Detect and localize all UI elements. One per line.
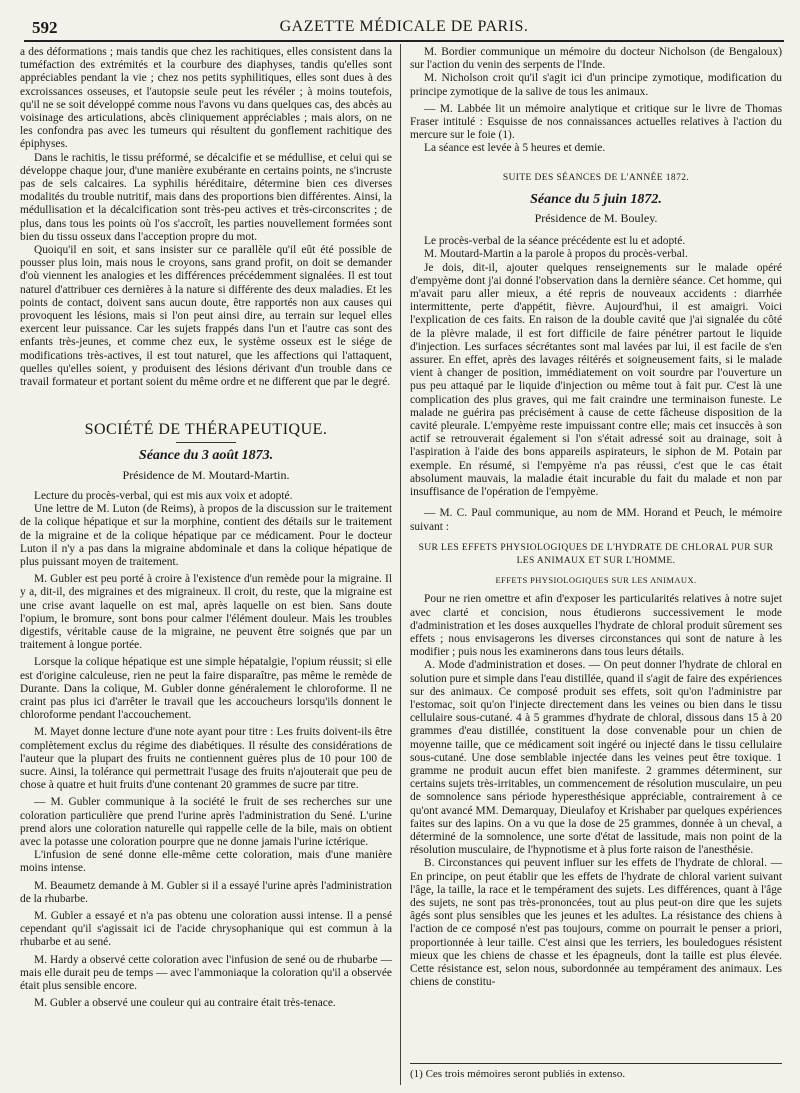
paragraph: Une lettre de M. Luton (de Reims), à propos de la discussion sur le traitement de la colique hépatique et sur la morphine, contient des détails sur le traitement de la migraine et de la colique hépatique par ce médicament. Pour le docteur Luton il n'y a pas dans la migraine abdominale et dans la colique hépatique de plus puissant moyen de traitement. (20, 503, 392, 568)
paragraph: — M. Gubler communique à la société le fruit de ses recherches sur une coloration particulière que prend l'urine après l'administration du Sené. L'urine prend alors une coloration naturelle qui rappelle celle de la bile, mais on obtient avec la potasse une coloration pourpre que ne donne jamais l'urine ictérique. (20, 796, 392, 848)
paragraph: A. Mode d'administration et doses. — On peut donner l'hydrate de chloral en solution pure et simple dans l'eau distillée, quand il s'agit de faire des expériences sur des animaux. Ce composé produit ses effets, soit qu'on l'administre par l'estomac, soit qu'on l'injecte directement dans les veines ou bien dans le tissu cellulaire sous-cutané. 4 à 5 grammes d'hydrate de chloral, dissous dans 15 à 20 grammes d'eau distillée, constituent la dose convenable pour un chien de moyenne taille, que ce médicament soit ingéré ou injecté dans le tissu cellulaire sous-cutané. Une dose semblable injectée dans les veines peut être toxique. 1 gramme ne produit aucun effet bien manifeste. 2 grammes déterminent, sur certains sujets très-irritables, un commencement de résolution musculaire, un peu de somnolence sans période hyperesthésique appréciable, contrairement à ce qu'ont avancé MM. Demarquay, Dieulafoy et Krishaber par quelques expériences faites sur des lapins. On a vu que la dose de 25 grammes, donnée à un cheval, a déterminé de la somnolence, une sorte d'état de lassitude, mais non point de la résolution musculaire, de l'hypnotisme et à plus forte raison de l'anesthésie. (410, 659, 782, 857)
page-header (24, 16, 784, 42)
column-divider (400, 44, 401, 1085)
paragraph: La séance est levée à 5 heures et demie. (424, 142, 606, 155)
paragraph: M. Gubler est peu porté à croire à l'existence d'un remède pour la migraine. Il y a, dit-il, des migraines et des migraineux. Il croit, du reste, que la migraine est une crise avant laquelle on est mal, après laquelle on est bien. Sans doute l'opium, le bromure, sont bons pour calmer l'élément douleur. Mais les troubles digestifs, véritable cause de la migraine, ne peuvent être soignés que par un traitement à longue portée. (20, 573, 392, 652)
paragraph: L'infusion de sené donne elle-même cette coloration, mais d'une manière moins intense. (20, 849, 392, 875)
page-number: 592 (32, 18, 58, 37)
paragraph: Le procès-verbal de la séance précédente est lu et adopté. (424, 235, 686, 248)
seance-title: Séance du 3 août 1873. (138, 448, 274, 464)
paragraph: Quoiqu'il en soit, et sans insister sur ce parallèle qu'il eût été possible de pousser plus loin, mais nous le croyons, sans grand profit, on doit se demander d'où viennent les analogies et les différences précédemment signalées. Il est tout naturel d'attribuer ces dernières à la nature si différente des deux maladies. Et les points de contact, doivent sans aucun doute, être rapportés non aux causes qui provoquent les lésions, mais si l'on peut ainsi dire, au terrain sur lequel elles exercent leur puissance. Car les sujets frappés dans l'un et l'autre cas sont des enfants très-jeunes, et comme chez eux, le système osseux est le siége de modifications très-actives, il est tout naturel, que les affections qui l'attaquent, quelles qu'elles soient, y produisent des lésions dérivant d'un trouble dans ce travail formateur et portant soient du même ordre et ne different que par le degré. (20, 244, 392, 389)
paragraph: M. Gubler a observé une couleur qui au contraire était très-tenace. (34, 997, 336, 1010)
right-column (410, 46, 782, 989)
paragraph: M. Bordier communique un mémoire du docteur Nicholson (de Bengaloux) sur l'action du venin des serpents de l'Inde. (410, 46, 782, 72)
section-title: EFFETS PHYSIOLOGIQUES SUR LES ANIMAUX. (495, 575, 697, 586)
left-column (20, 46, 392, 1010)
paragraph: M. Gubler a essayé et n'a pas obtenu une coloration aussi intense. Il a pensé cependant qu'il s'agissait ici de l'acide chrysophanique qui est commun à la rhubarbe et au sené. (20, 909, 392, 949)
suite-heading: SUITE DES SÉANCES DE L'ANNÉE 1872. (502, 172, 690, 183)
paragraph: M. Nicholson croit qu'il s'agit ici d'un principe zymotique, modification du principe zymotique de la salive de tous les animaux. (410, 72, 782, 98)
running-title: GAZETTE MÉDICALE DE PARIS. (279, 18, 529, 35)
paragraph: M. Mayet donne lecture d'une note ayant pour titre : Les fruits doivent-ils être complètement exclus du régime des diabétiques. Il résulte des considérations de l'auteur que la plupart des fruits ne contiennent guères plus de 10 pour 100 de sucre. Ainsi, la tolérance qui permettrait l'usage des fruits n'ajouterait que peu de chose à quatre et huit fruits d'une contenant 20 grammes de sucre par titre. (20, 726, 392, 792)
header-rule (24, 40, 784, 42)
paragraph: Je dois, dit-il, ajouter quelques renseignements sur le malade opéré d'empyème dont j'ai donné l'observation dans la dernière séance. Cet homme, qui m'avait paru aller mieux, a été repris de nouveaux accidents : diarrhée intermittente, perte d'appétit, fièvre. Aujourd'hui, il est amaigri. Voici l'explication de ces faits. En raison de la double cavité que j'ai signalée du côté de la plèvre malade, il est fort difficile de faire pénétrer partout le liquide d'injection. Les surfaces sécrétantes sont mal lavées par lui, il est facile de s'en assurer. En effet, après des lavages réitérés et soigneusement faits, si le malade vient à changer de position, immédiatement on voit sourdre par l'ouverture un pus peu attaqué par le liquide d'injection ou même tout à fait pur. C'est là une complication des plus graves, qui me fait craindre une terminaison funeste. Le malade ne guérira pas précisément à cause de cette fâcheuse disposition de la cavité pleurale. L'empyème reste impuissant contre elle; mais cet insuccès à son actif se retrouverait également si l'on s'était adressé soit au drainage, soit à l'aspiration à l'aide des bons appareils aspirateurs, le siphon de M. Potain par exemple. En résumé, si l'empyème n'a pas réussi, c'est que le cas était absolument mauvais, la maladie était incurable du fait du malade et non par insuffisance de l'opération de l'empyème. (410, 261, 782, 499)
paragraph: Pour ne rien omettre et afin d'exposer les particularités relatives à notre sujet avec clarté et concision, nous étudierons successivement le mode d'administration et les doses auxquelles l'hydrate de chloral produit sûrement ses effets ; nous envisagerons les diverses circonstances qui sont de nature à les modifier ; puis nous les examinerons dans tous leurs détails. (410, 593, 782, 659)
paragraph: Lorsque la colique hépatique est une simple hépatalgie, l'opium réussit; si elle est d'origine calculeuse, rien ne peut la faire disparaître, pas même le remède de Durante. Dans la colique, M. Gubler donne généralement le chloroforme. Il ne craint pas plus ici d'arrêter le travail que les accoucheurs lorsqu'ils donnent le chloroforme pendant l'accouchement. (20, 656, 392, 722)
paragraph: Dans le rachitis, le tissu préformé, se décalcifie et se médullise, et celui qui se développe chaque jour, d'une manière exubérante en certains points, ne s'incruste pas de sels calcaires. La syphilis héréditaire, détermine bien ces diverses modalités du trouble nutritif, mais dans des proportions bien différentes. Ainsi, la médullisation et la décalcification sont très-peu actives et très-circonscrites ; de plus, dans tous les points où l'os s'accroît, les parties nouvellement formées sont bien du tissu osseux dans l'acception propre du mot. (20, 151, 392, 243)
paragraph: M. Beaumetz demande à M. Gubler si il a essayé l'urine après l'administration de la rhubarbe. (20, 879, 392, 905)
paragraph: — M. Labbée lit un mémoire analytique et critique sur le livre de Thomas Fraser intitulé : Esquisse de nos connaissances actuelles relatives à l'action du mercure sur le foie (1). (410, 102, 782, 142)
paragraph: a des déformations ; mais tandis que chez les rachitiques, elles consistent dans la tuméfaction des extrémités et la courbure des diaphyses, tandis qu'elles sont appréciables pendant la vie ; chez nos petits syphilitiques, elles sont dues à des excroissances osseuses, et l'autopsie seule peut les révéler ; à moins toutefois, qu'il ne se soit développé comme nous l'avons vu dans quelques cas, des abcès au voisinage des articulations, abcès cliniquement appréciables ; mais alors, on ne les confondra pas avec les tumeurs qui résultent du gonflement rachitique des épiphyses. (20, 46, 392, 151)
society-heading: SOCIÉTÉ DE THÉRAPEUTIQUE. (84, 421, 328, 439)
memoir-title: SUR LES EFFETS PHYSIOLOGIQUES DE L'HYDRATE DE CHLORAL PUR SUR LES ANIMAUX ET SUR L'HOMME. (418, 542, 774, 566)
footnote-rule (410, 1063, 782, 1064)
paragraph: M. Hardy a observé cette coloration avec l'infusion de sené ou de rhubarbe — mais elle durait peu de temps — avec l'ammoniaque la coloration qu'il a observée était plus sensible encore. (20, 953, 392, 992)
spacer (20, 389, 392, 423)
footnote: (1) Ces trois mémoires seront publiés in extenso. (410, 1068, 626, 1080)
paragraph: M. Moutard-Martin a la parole à propos du procès-verbal. (424, 248, 688, 261)
presidence-line: Présidence de M. Bouley. (534, 211, 658, 226)
paragraph: — M. C. Paul communique, au nom de MM. Horand et Peuch, le mémoire suivant : (410, 507, 782, 533)
seance-title: Séance du 5 juin 1872. (530, 191, 662, 207)
paragraph: B. Circonstances qui peuvent influer sur les effets de l'hydrate de chloral. — En principe, on peut établir que les effets de l'hydrate de chloral varient suivant l'âge, la taille, la race et le tempérament des sujets. Les différences, quant à l'âge des sujets, ne sont pas très-prononcées, tout au plus peut-on dire que les sujets âgés sont plus sensibles que les jeunes et les adultes. La résistance des chiens à l'action de ce composé n'est pas toujours, comme on pourrait le penser a priori, proportionnée à leur taille. C'est ainsi que les terriers, les bouledogues résistent mieux que les chiens de chasse et les épagneuls, dont la taille est plus élevée. Cette résistance est, selon nous, subordonnée au tempérament des animaux. Les chiens de constitu- (410, 857, 782, 989)
short-rule (176, 442, 236, 443)
paragraph: Lecture du procès-verbal, qui est mis aux voix et adopté. (34, 489, 293, 502)
presidence-line: Présidence de M. Moutard-Martin. (122, 467, 290, 482)
